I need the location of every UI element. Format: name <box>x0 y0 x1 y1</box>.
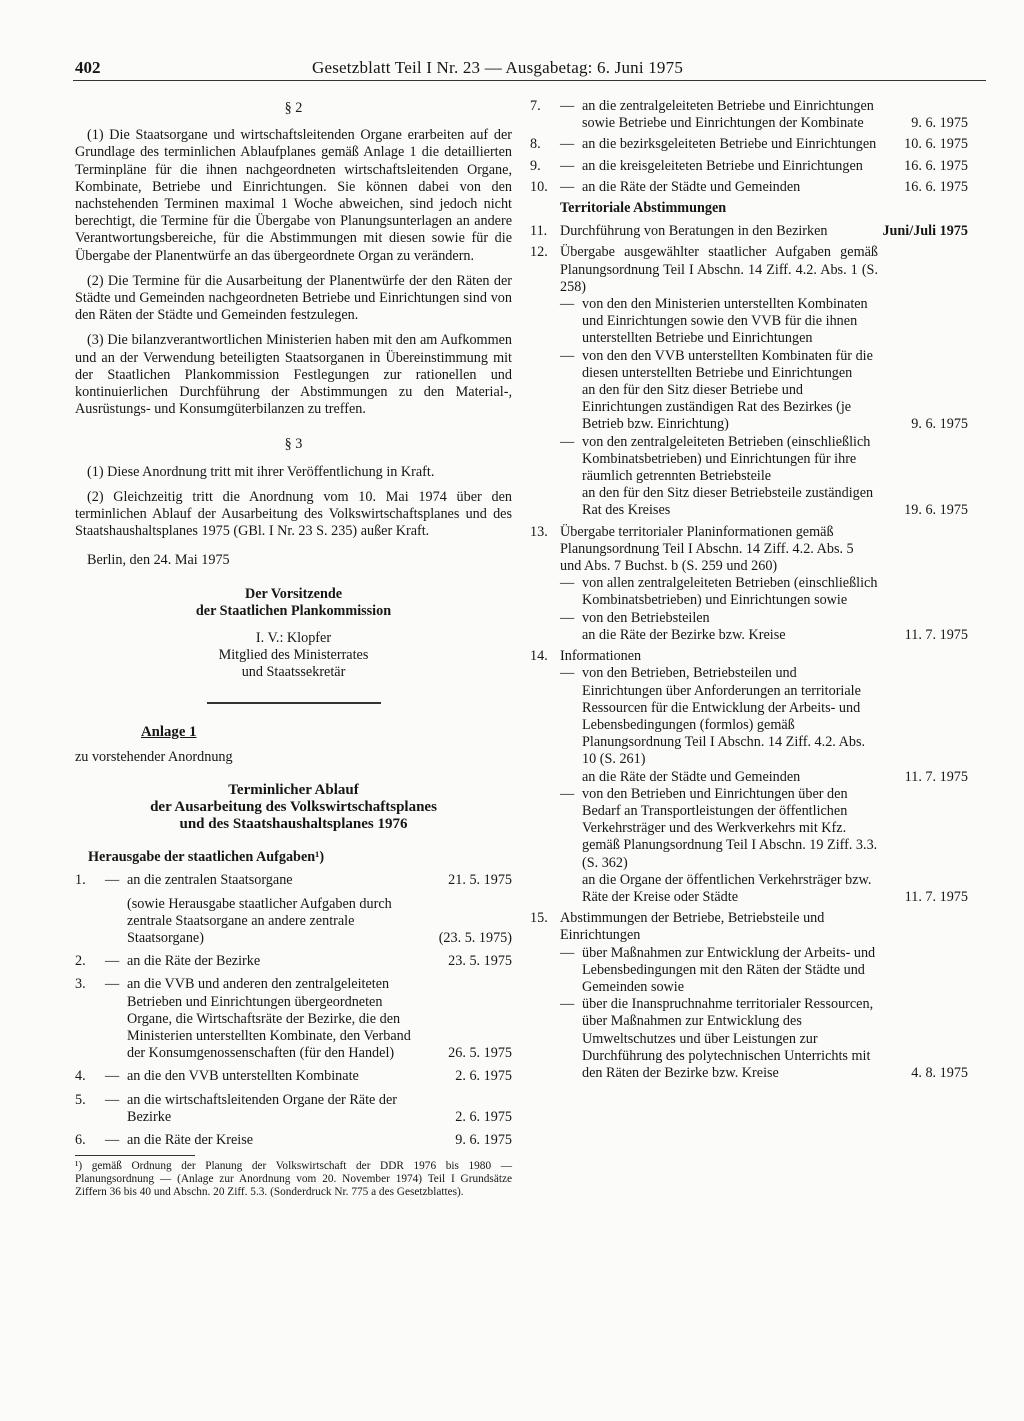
sub-item <box>560 434 968 486</box>
item-number: 7. <box>530 98 541 114</box>
item-dash: — <box>105 1131 120 1148</box>
section-3-para-2: (2) Gleichzeitig tritt die Anordnung vom 10. Mai 1974 über den terminlichen Ablauf der Ausarbeitung des Volkswirtschaftsplanes und des Staatshaushaltsplanes 1975 (GBl. I Nr. 23 S. 235) außer Kraft. <box>75 488 512 540</box>
signatory-name: I. V.: Klopfer <box>255 630 332 647</box>
item-text: an die Räte der Bezirke <box>127 953 261 970</box>
signatory-title-line-1: Der Vorsitzende <box>244 585 343 602</box>
sub-recipient-row <box>560 382 968 434</box>
item-date: 11. 7. 1975 <box>904 626 968 643</box>
item-date: 9. 6. 1975 <box>911 115 968 132</box>
item-dash: — <box>105 1068 120 1085</box>
item-number: 4. <box>75 1068 86 1085</box>
sub-text: über die Inanspruchnahme territorialer Ressourcen, über Maßnahmen zur Entwicklung des Umweltschutzes und über Leistungen zur Durchführung des polytechnischen Unterrichts mit den Räten der Bezirke bzw. Kreise <box>582 996 874 1081</box>
item-date: 2. 6. 1975 <box>455 1068 512 1085</box>
sub-item <box>560 996 968 1082</box>
signature-divider <box>207 702 381 704</box>
sub-recipient: an die Organe der öffentlichen Verkehrsträger bzw. Räte der Kreise oder Städte <box>582 871 872 905</box>
item-text: Übergabe territorialer Planinformationen gemäß Planungsordnung Teil I Abschn. 14 Ziff. 4.2. Abs. 5 und Abs. 7 Buchst. b (S. 259 und 260) <box>560 523 854 575</box>
item-number: 12. <box>530 244 548 261</box>
sub-text: von den den VVB unterstellten Kombinaten für die diesen unterstellten Betriebe und Einrichtungen <box>582 347 873 381</box>
item-date: 10. 6. 1975 <box>904 136 968 153</box>
sub-recipient: an den für den Sitz dieser Betriebe und Einrichtungen zuständigen Rat des Bezirkes (je Betrieb bzw. Einrichtung) <box>582 382 852 433</box>
list-item <box>75 1092 512 1126</box>
section-2-para-3: (3) Die bilanzverantwortlichen Ministerien haben mit den am Aufkommen und an der Verwendung beteiligten Staatsorganen in Übereinstimmung mit der Staatlichen Plankommission Festlegungen zur rationellen und kontinuierlichen Durchführung der Abstimmungen zu den Material-, Ausrüstungs- und Konsumgüterbilanzen zu treffen. <box>75 332 512 418</box>
item-body <box>560 910 968 1082</box>
sub-dash: — <box>560 347 575 364</box>
item-date: 9. 6. 1975 <box>911 416 968 433</box>
item-text: an die VVB und anderen den zentralgeleiteten Betrieben und Einrichtungen übergeordneten Organe, die Wirtschaftsräte der Bezirke, die den Ministerien unterstellten Kombinate, den Verband der Konsumgenossenschaften (für den Handel) <box>127 976 411 1062</box>
item-number: 8. <box>530 136 541 153</box>
item-dash: — <box>105 976 120 993</box>
section-2-para-2: (2) Die Termine für die Ausarbeitung der Planentwürfe der den Räten der Städte und Gemeinden nachgeordneten Betriebe und Einrichtungen sind von den Räten der Städte und Gemeinden festzulegen. <box>75 272 512 324</box>
tasks-list <box>75 872 512 1149</box>
item-date: 21. 5. 1975 <box>448 872 512 889</box>
item-text: an die Räte der Städte und Gemeinden <box>582 178 801 195</box>
list-item <box>530 648 968 906</box>
sub-dash: — <box>560 433 575 450</box>
footnote-rule <box>75 1155 195 1156</box>
section-3-para-1: (1) Diese Anordnung tritt mit ihrer Veröffentlichung in Kraft. <box>87 463 435 480</box>
item-dash: — <box>105 1091 120 1108</box>
item-number: 14. <box>530 648 548 665</box>
item-number: 13. <box>530 523 548 540</box>
item-text: an die wirtschaftsleitenden Organe der Räte der Bezirke <box>127 1091 397 1125</box>
right-column <box>530 98 968 1086</box>
item-number: 9. <box>530 157 541 174</box>
sub-recipient-row <box>560 485 968 519</box>
item-date: 4. 8. 1975 <box>911 1064 968 1081</box>
item-text: Abstimmungen der Betriebe, Betriebsteile und Einrichtungen <box>560 910 825 944</box>
item-date: Juni/Juli 1975 <box>882 223 968 240</box>
list-item <box>530 910 968 1082</box>
item-date: 16. 6. 1975 <box>904 157 968 174</box>
signatory-role-line-2: und Staatssekretär <box>241 664 346 681</box>
sub-text: über Maßnahmen zur Entwicklung der Arbeits- und Lebensbedingungen mit den Räten der Städte und Gemeinden sowie <box>582 944 876 995</box>
sub-dash: — <box>560 609 575 626</box>
item-text: an die den VVB unterstellten Kombinate <box>127 1068 359 1085</box>
sub-recipient-row <box>560 872 968 906</box>
sub-item <box>560 610 968 627</box>
sub-item <box>560 348 968 382</box>
sub-text: von allen zentralgeleiteten Betrieben (einschließlich Kombinatsbetrieben) und Einrichtungen sowie <box>582 575 878 609</box>
signatory-title-line-2: der Staatlichen Plankommission <box>195 602 392 619</box>
item-dash: — <box>560 157 575 174</box>
item-number: 10. <box>530 178 548 195</box>
sub-dash: — <box>560 996 575 1013</box>
sub-dash: — <box>560 575 575 592</box>
item-text: an die kreisgeleiteten Betriebe und Einrichtungen <box>582 157 863 174</box>
item-number: 11. <box>530 223 548 240</box>
sub-dash: — <box>560 296 575 313</box>
item-number <box>75 896 105 948</box>
page-number: 402 <box>75 58 101 77</box>
sub-recipient: an die Räte der Städte und Gemeinden <box>582 768 801 785</box>
item-date: 23. 5. 1975 <box>448 953 512 970</box>
sub-recipient: an die Räte der Bezirke bzw. Kreise <box>582 626 786 643</box>
sub-item <box>560 786 968 872</box>
item-text: an die zentralen Staatsorgane <box>127 872 293 889</box>
left-column <box>75 98 512 1199</box>
list-item <box>530 223 968 240</box>
annex-label: Anlage 1 <box>141 723 197 740</box>
item-number: 5. <box>75 1091 86 1108</box>
item-text: (sowie Herausgabe staatlicher Aufgaben durch zentrale Staatsorgane an andere zentrale Staatsorgane) <box>127 895 392 946</box>
item-date: 26. 5. 1975 <box>448 1045 512 1062</box>
item-text: an die bezirksgeleiteten Betriebe und Einrichtungen <box>582 136 877 153</box>
item-dash: — <box>560 178 575 195</box>
sub-text: von den Betriebsteilen <box>582 609 710 626</box>
annex-title <box>75 782 512 833</box>
list-item <box>530 244 968 519</box>
item-text: an die zentralgeleiteten Betriebe und Einrichtungen sowie Betriebe und Einrichtungen der Kombinate <box>582 98 874 132</box>
tasks-heading: Herausgabe der staatlichen Aufgaben¹) <box>88 849 325 866</box>
list-item <box>75 953 512 970</box>
item-date: 9. 6. 1975 <box>455 1131 512 1148</box>
item-dash: — <box>105 953 120 970</box>
sub-text: von den Betrieben und Einrichtungen über den Bedarf an Transportleistungen der öffentlichen Verkehrsträger und des Werkverkehrs mit Kfz. gemäß Planungsordnung Teil I Abschn. 19 Ziff. 3.3. (S. 362) <box>582 785 878 871</box>
item-text: Informationen <box>560 648 642 665</box>
list-item <box>530 179 968 196</box>
signatory-role-line-1: Mitglied des Ministerrates <box>218 647 369 664</box>
sub-dash: — <box>560 944 575 961</box>
sub-text: von den zentralgeleiteten Betrieben (einschließlich Kombinatsbetrieben) und Einrichtungen für ihre räumlich getrennten Betriebsteile <box>582 433 871 485</box>
item-number: 6. <box>75 1131 86 1148</box>
list-item <box>530 524 968 644</box>
list-item <box>75 896 512 948</box>
item-text: Übergabe ausgewählter staatlicher Aufgaben gemäß Planungsordnung Teil I Abschn. 14 Ziff. 4.2. Abs. 1 (S. 258) <box>560 244 878 295</box>
list-item <box>75 976 512 1062</box>
item-dash: — <box>105 872 120 889</box>
sub-item <box>560 296 968 348</box>
list-item <box>530 98 968 132</box>
item-date: 19. 6. 1975 <box>904 502 968 519</box>
sub-dash: — <box>560 665 575 682</box>
item-number: 2. <box>75 953 86 970</box>
sub-item <box>560 575 968 609</box>
list-item <box>530 158 968 175</box>
item-dash: — <box>560 98 575 114</box>
sub-item <box>560 665 968 768</box>
sub-recipient: an den für den Sitz dieser Betriebsteile zuständigen Rat des Kreises <box>582 485 874 519</box>
section-3-heading: § 3 <box>284 436 303 453</box>
section-2-heading: § 2 <box>284 100 303 116</box>
header-rule <box>73 80 986 81</box>
sub-item <box>560 945 968 997</box>
annex-title-line-2: der Ausarbeitung des Volkswirtschaftsplanes <box>150 799 437 816</box>
running-head: Gesetzblatt Teil I Nr. 23 — Ausgabetag: 6. Juni 1975 <box>312 58 684 77</box>
annex-subtitle: zu vorstehender Anordnung <box>75 748 233 765</box>
item-number: 15. <box>530 910 548 927</box>
list-item <box>75 872 512 889</box>
sub-recipient-row <box>560 627 968 644</box>
item-date: 16. 6. 1975 <box>904 178 968 195</box>
list-item <box>530 136 968 153</box>
sub-text: von den den Ministerien unterstellten Kombinaten und Einrichtungen sowie den VVB für die ihnen unterstellten Betriebe und Einrichtungen <box>582 296 868 347</box>
item-dash-spacer <box>105 896 127 948</box>
list-item <box>75 1132 512 1149</box>
annex-title-line-3: und des Staatshaushaltsplanes 1976 <box>179 816 408 833</box>
item-number: 3. <box>75 976 86 993</box>
item-body <box>560 244 968 519</box>
item-number: 1. <box>75 872 86 889</box>
item-dash: — <box>560 136 575 153</box>
item-text: Durchführung von Beratungen in den Bezirken <box>560 223 828 240</box>
sub-dash: — <box>560 785 575 802</box>
item-text: an die Räte der Kreise <box>127 1131 254 1148</box>
item-date: (23. 5. 1975) <box>438 929 512 946</box>
item-date: 2. 6. 1975 <box>455 1108 512 1125</box>
item-date: 11. 7. 1975 <box>904 888 968 905</box>
place-date: Berlin, den 24. Mai 1975 <box>87 552 230 569</box>
item-date: 11. 7. 1975 <box>904 768 968 785</box>
footnote: ¹) gemäß Ordnung der Planung der Volkswirtschaft der DDR 1976 bis 1980 — Planungsordnung — (Anlage zur Anordnung vom 20. November 1974) Teil I Grundsätze Ziffern 36 bis 40 und Abschn. 20 Ziff. 5.3. (Sonderdruck Nr. 775 a des Gesetzblattes). <box>75 1160 512 1199</box>
list-item <box>75 1068 512 1085</box>
sub-recipient-row <box>560 769 968 786</box>
item-body <box>560 648 968 906</box>
item-body <box>560 524 968 644</box>
section-2-para-1: (1) Die Staatsorgane und wirtschaftsleitenden Organe erarbeiten auf der Grundlage des terminlichen Ablaufplanes gemäß Anlage 1 die detaillierten Terminpläne für die ihnen nachgeordneten wirtschaftsleitenden Organe, Kombinate, Betriebe und Einrichtungen. Sie können dabei von den nachstehenden Terminen maximal 1 Woche abweichen, sind jedoch nicht berechtigt, die Termine für die Übergabe von Planungsunterlagen an andere Verantwortungsbereiche, für die Abstimmungen mit diesen sowie für die Übergabe der Planentwürfe an das übergeordnete Organ zu verändern. <box>75 127 512 264</box>
sub-text: von den Betrieben, Betriebsteilen und Einrichtungen über Anforderungen an territoriale Ressourcen für die Entwicklung der Arbeits- und Lebensbedingungen (formlos) gemäß Planungsordnung Teil I Abschn. 14 Ziff. 4.2. Abs. 10 (S. 261) <box>582 665 866 768</box>
territorial-heading: Territoriale Abstimmungen <box>560 200 727 217</box>
annex-title-line-1: Terminlicher Ablauf <box>228 782 359 799</box>
